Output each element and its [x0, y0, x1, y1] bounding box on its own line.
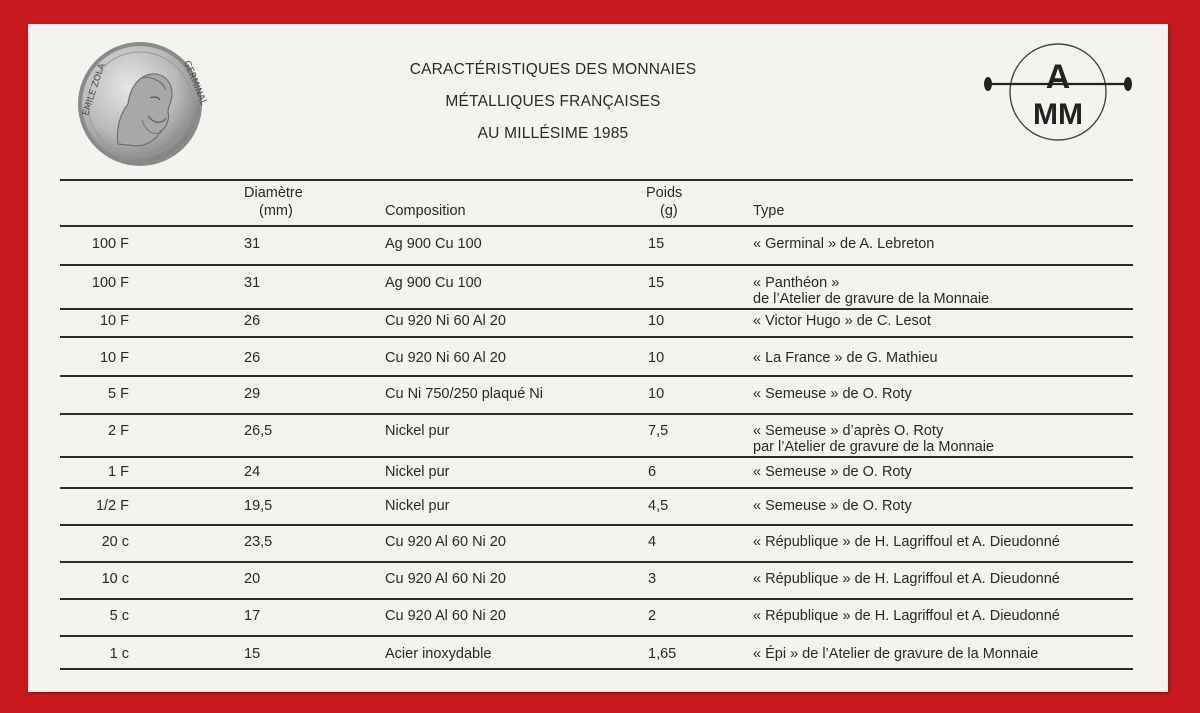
- row-rule: [60, 668, 1133, 670]
- type-cell: [753, 607, 1060, 625]
- diameter-cell: 29: [244, 386, 261, 402]
- row-rule: [60, 456, 1133, 458]
- row-rule: [60, 561, 1133, 563]
- weight-cell: 10: [648, 350, 665, 366]
- diameter-cell: 23,5: [244, 534, 273, 550]
- diameter-cell: 26,5: [244, 423, 273, 439]
- denomination-cell: 10 c: [101, 571, 129, 587]
- type-cell: [753, 385, 912, 403]
- header-diameter: Diamètre (mm): [244, 185, 303, 219]
- type-cell: [753, 463, 912, 481]
- denomination-cell: 10 F: [99, 313, 129, 329]
- weight-cell: 10: [648, 313, 665, 329]
- composition-cell: Nickel pur: [385, 498, 450, 514]
- type-cell: [753, 312, 931, 330]
- row-rule: [60, 635, 1133, 637]
- type-cell: [753, 422, 994, 454]
- denomination-cell: 1/2 F: [95, 498, 129, 514]
- header-weight: Poids (g): [646, 185, 683, 219]
- type-cell: [753, 570, 1060, 588]
- type-line-1: « Semeuse » de O. Roty: [753, 386, 912, 402]
- composition-cell: Cu 920 Ni 60 Al 20: [385, 313, 506, 329]
- diameter-cell: 20: [244, 571, 261, 587]
- svg-text:MM: MM: [1033, 98, 1083, 131]
- composition-cell: Ag 900 Cu 100: [385, 275, 482, 291]
- diameter-cell: 15: [244, 646, 261, 662]
- denomination-cell: 1 c: [109, 646, 129, 662]
- composition-cell: Nickel pur: [385, 464, 450, 480]
- composition-cell: Cu 920 Al 60 Ni 20: [385, 608, 506, 624]
- page-title: [358, 54, 748, 150]
- weight-cell: 15: [648, 275, 665, 291]
- row-rule: [60, 375, 1133, 377]
- row-rule: [60, 487, 1133, 489]
- denomination-cell: 20 c: [101, 534, 129, 550]
- denomination-cell: 10 F: [99, 350, 129, 366]
- type-cell: [753, 497, 912, 515]
- type-cell: [753, 274, 989, 306]
- denomination-cell: 5 F: [108, 386, 129, 402]
- weight-cell: 6: [648, 464, 657, 480]
- denomination-cell: 100 F: [91, 236, 129, 252]
- diameter-cell: 17: [244, 608, 261, 624]
- type-cell: [753, 645, 1038, 663]
- weight-cell: 4,5: [648, 498, 669, 514]
- title-line-3: AU MILLÉSIME 1985: [477, 125, 629, 142]
- composition-cell: Cu 920 Ni 60 Al 20: [385, 350, 506, 366]
- type-line-1: « Semeuse » d’après O. Roty: [753, 423, 944, 439]
- type-cell: [753, 235, 934, 253]
- row-rule: [60, 524, 1133, 526]
- composition-cell: Acier inoxydable: [385, 646, 492, 662]
- title-line-1: CARACTÉRISTIQUES DES MONNAIES: [409, 61, 697, 78]
- row-rule: [60, 264, 1133, 266]
- diameter-cell: 24: [244, 464, 261, 480]
- svg-text:A: A: [1045, 58, 1071, 96]
- row-rule: [60, 308, 1133, 310]
- type-line-1: « Semeuse » de O. Roty: [753, 464, 912, 480]
- type-line-1: « Germinal » de A. Lebreton: [753, 236, 935, 252]
- diameter-cell: 19,5: [244, 498, 273, 514]
- weight-cell: 7,5: [648, 423, 669, 439]
- weight-cell: 1,65: [648, 646, 677, 662]
- type-line-1: « République » de H. Lagriffoul et A. Dieudonné: [753, 534, 1060, 550]
- denomination-cell: 100 F: [91, 275, 129, 291]
- row-rule: [60, 598, 1133, 600]
- type-line-2: de l’Atelier de gravure de la Monnaie: [753, 291, 990, 307]
- coin-card: [28, 24, 1168, 692]
- diameter-cell: 26: [244, 350, 261, 366]
- composition-cell: Cu Ni 750/250 plaqué Ni: [385, 386, 543, 402]
- denomination-cell: 2 F: [108, 423, 129, 439]
- type-line-1: « République » de H. Lagriffoul et A. Dieudonné: [753, 571, 1060, 587]
- svg-text:GERMINAL: GERMINAL: [181, 59, 209, 107]
- type-cell: [753, 533, 1060, 551]
- diameter-cell: 31: [244, 236, 261, 252]
- weight-cell: 3: [648, 571, 657, 587]
- type-line-1: « République » de H. Lagriffoul et A. Dieudonné: [753, 608, 1060, 624]
- denomination-cell: 1 F: [108, 464, 129, 480]
- svg-text:EMILE ZOLA: EMILE ZOLA: [81, 62, 108, 117]
- composition-cell: Cu 920 Al 60 Ni 20: [385, 571, 506, 587]
- row-rule: [60, 336, 1133, 338]
- type-cell: [753, 349, 938, 367]
- type-line-2: par l’Atelier de gravure de la Monnaie: [753, 439, 994, 455]
- type-line-1: « Épi » de l’Atelier de gravure de la Monnaie: [753, 646, 1039, 662]
- header-composition: Composition: [385, 203, 466, 219]
- type-line-1: « Semeuse » de O. Roty: [753, 498, 912, 514]
- amm-logo-icon: [980, 40, 1136, 150]
- denomination-cell: 5 c: [109, 608, 129, 624]
- header-type: Type: [753, 203, 785, 219]
- header-rule: [60, 225, 1133, 227]
- type-line-1: « La France » de G. Mathieu: [753, 350, 938, 366]
- composition-cell: Ag 900 Cu 100: [385, 236, 482, 252]
- weight-cell: 2: [648, 608, 657, 624]
- type-line-1: « Victor Hugo » de C. Lesot: [753, 313, 931, 329]
- title-line-2: MÉTALLIQUES FRANÇAISES: [445, 93, 661, 110]
- weight-cell: 4: [648, 534, 657, 550]
- weight-cell: 15: [648, 236, 665, 252]
- diameter-cell: 31: [244, 275, 261, 291]
- composition-cell: Cu 920 Al 60 Ni 20: [385, 534, 506, 550]
- weight-cell: 10: [648, 386, 665, 402]
- diameter-cell: 26: [244, 313, 261, 329]
- row-rule: [60, 413, 1133, 415]
- composition-cell: Nickel pur: [385, 423, 450, 439]
- type-line-1: « Panthéon »: [753, 275, 840, 291]
- table-top-rule: [60, 179, 1133, 181]
- coin-portrait-icon: [76, 40, 209, 168]
